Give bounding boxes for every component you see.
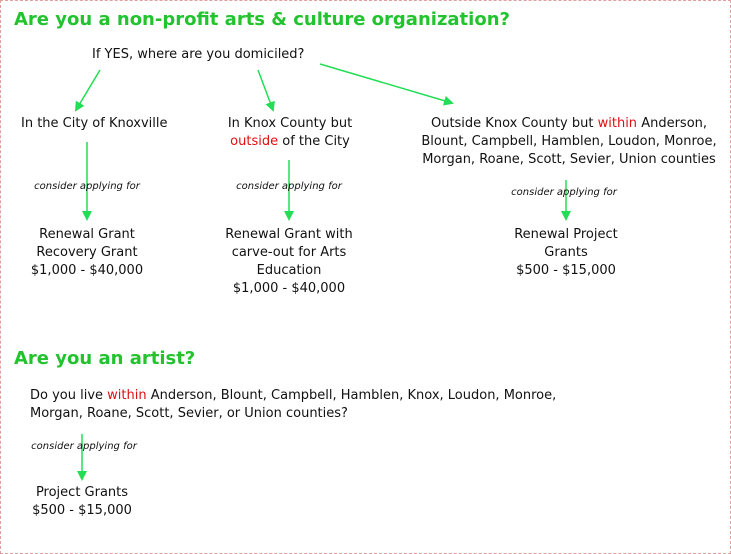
- artist-question: [30, 387, 556, 423]
- county-outside-highlight: outside: [230, 134, 279, 149]
- artist-within-highlight: within: [107, 388, 147, 403]
- domicile-question: If YES, where are you domiciled?: [92, 47, 305, 62]
- arrow-to-outside: [320, 64, 452, 103]
- county-grant-line2: carve-out for Arts: [231, 245, 347, 260]
- county-location-line1: In Knox County but: [227, 116, 353, 131]
- county-location-rest: of the City: [282, 134, 350, 149]
- artist-grants: [22, 484, 142, 520]
- outside-location-line2: Blount, Campbell, Hamblen, Loudon, Monroe,: [421, 134, 717, 149]
- outside-grants: [496, 226, 636, 280]
- county-grants: [207, 226, 371, 298]
- arrow-to-city: [76, 70, 100, 110]
- city-consider-note: consider applying for: [34, 181, 140, 192]
- county-consider-note: consider applying for: [236, 181, 342, 192]
- artist-question-end: Anderson, Blount, Campbell, Hamblen, Knox, Loudon, Monroe,: [150, 388, 557, 403]
- artist-heading: Are you an artist?: [14, 348, 196, 369]
- outside-grant-amount: $500 - $15,000: [516, 263, 616, 278]
- artist-question-line2: Morgan, Roane, Scott, Sevier, or Union counties?: [30, 406, 348, 421]
- city-location: In the City of Knoxville: [21, 116, 168, 131]
- county-grant-amount: $1,000 - $40,000: [232, 281, 346, 296]
- outside-grant-line2: Grants: [544, 245, 588, 260]
- artist-question-start: Do you live: [30, 388, 104, 403]
- artist-consider-note: consider applying for: [31, 441, 137, 452]
- city-grant-renewal: Renewal Grant: [39, 227, 135, 242]
- city-grant-recovery: Recovery Grant: [36, 245, 138, 260]
- outside-location: [414, 115, 724, 169]
- outside-within-highlight: within: [597, 116, 638, 131]
- city-grant-amount: $1,000 - $40,000: [30, 263, 144, 278]
- artist-grant-amount: $500 - $15,000: [32, 503, 132, 518]
- outside-location-line3: Morgan, Roane, Scott, Sevier, Union counties: [422, 152, 716, 167]
- county-location: [205, 115, 375, 151]
- outside-consider-note: consider applying for: [511, 187, 617, 198]
- outside-location-end: Anderson,: [641, 116, 708, 131]
- outside-grant-line1: Renewal Project: [514, 227, 618, 242]
- county-grant-line1: Renewal Grant with: [225, 227, 353, 242]
- artist-grant-name: Project Grants: [35, 485, 129, 500]
- city-grants: [17, 226, 157, 280]
- county-grant-line3: Education: [256, 263, 322, 278]
- arrow-to-county: [258, 70, 273, 110]
- outside-location-start: Outside Knox County but: [430, 116, 594, 131]
- nonprofit-heading: Are you a non-profit arts & culture organization?: [14, 9, 510, 30]
